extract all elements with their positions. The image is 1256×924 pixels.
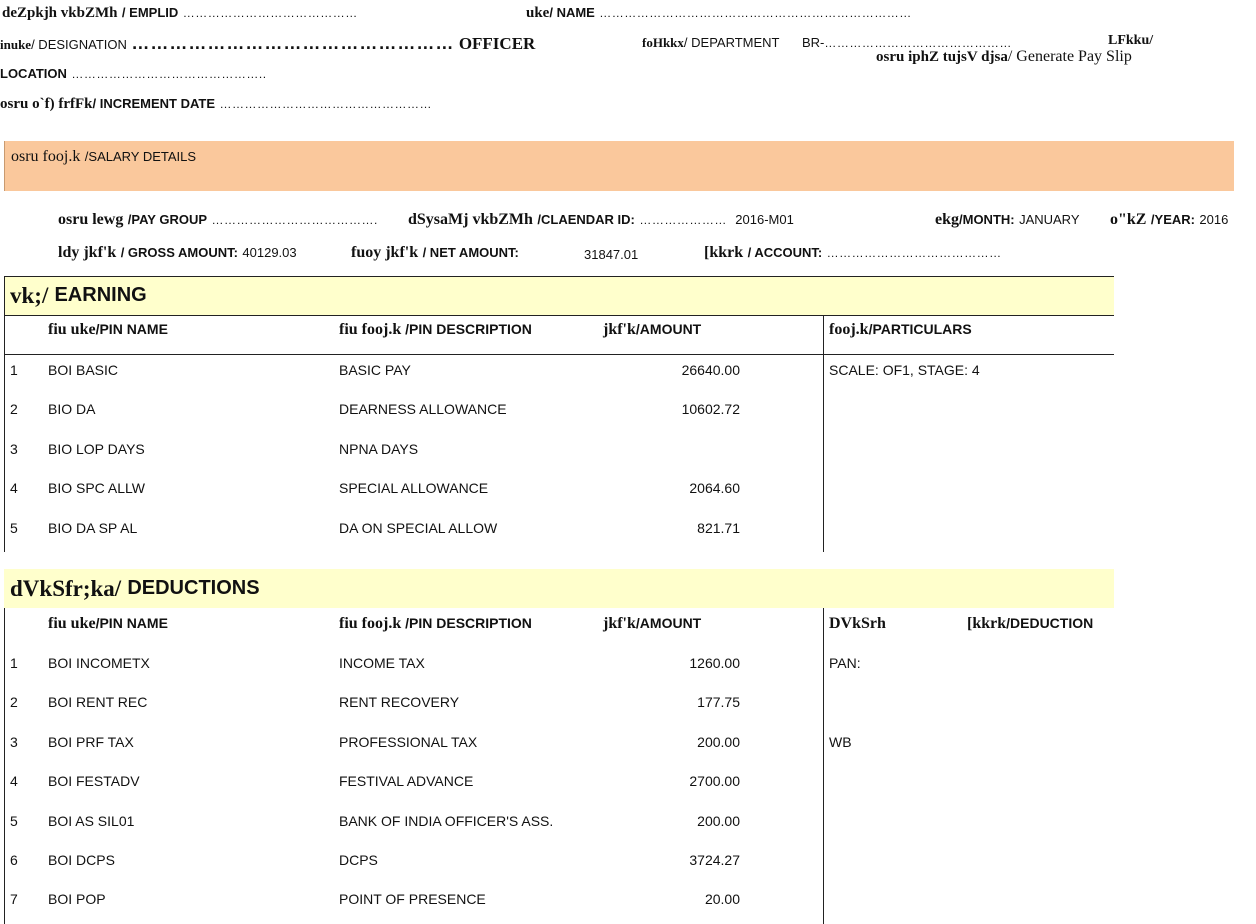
row-number: 3 xyxy=(10,441,18,457)
department-value[interactable]: BR- xyxy=(801,35,825,50)
pin-name: BOI BASIC xyxy=(48,362,119,378)
net-label-hi: fuoy jkf'k xyxy=(351,244,419,261)
calendar-value[interactable]: 2016-M01 xyxy=(735,212,794,227)
designation-value[interactable]: OFFICER xyxy=(458,34,536,53)
deductions-col-amount: jkf'k/AMOUNT xyxy=(603,615,702,632)
pay-group-label-en: /PAY GROUP xyxy=(127,212,208,227)
row-number: 1 xyxy=(10,655,18,671)
increment-label-hi: osru o`f) frfFk xyxy=(0,96,93,112)
pin-description: DCPS xyxy=(339,852,378,868)
pin-description: POINT OF PRESENCE xyxy=(339,891,486,907)
location-field xyxy=(0,65,267,83)
gross-label-hi: ldy jkf'k xyxy=(58,244,117,261)
name-label-hi: uke xyxy=(526,5,550,21)
net-amount-field xyxy=(351,244,519,262)
calendar-id-field xyxy=(408,211,794,229)
amount: 3724.27 xyxy=(689,852,740,868)
deductions-header xyxy=(4,569,1114,608)
pin-description: PROFESSIONAL TAX xyxy=(339,734,478,750)
account-label-hi: [kkrk xyxy=(704,244,744,261)
name-field xyxy=(526,4,912,22)
row-number: 4 xyxy=(10,480,18,496)
earning-title-hi: vk;/ xyxy=(10,282,49,308)
amount: 2700.00 xyxy=(689,773,740,789)
gross-amount-field xyxy=(58,244,297,262)
earning-title-en: EARNING xyxy=(54,284,147,306)
designation-field xyxy=(0,33,535,54)
pin-description: BANK OF INDIA OFFICER'S ASS. xyxy=(339,813,554,829)
gross-value: 40129.03 xyxy=(242,245,297,260)
amount: 821.71 xyxy=(697,520,740,536)
earning-col-pin-name: fiu uke/PIN NAME xyxy=(48,321,168,338)
pin-description: BASIC PAY xyxy=(339,362,411,378)
pin-name: BIO LOP DAYS xyxy=(48,441,145,457)
deductions-title-en: DEDUCTIONS xyxy=(127,577,260,599)
name-label-en: / NAME xyxy=(549,5,595,20)
pin-name: BOI RENT REC xyxy=(48,694,148,710)
deductions-section xyxy=(4,569,1114,907)
pin-description: INCOME TAX xyxy=(339,655,425,671)
pin-description: FESTIVAL ADVANCE xyxy=(339,773,474,789)
row-number: 7 xyxy=(10,891,18,907)
department-label-hi: foHkkx xyxy=(642,35,684,50)
account-value[interactable]: …………………………………… xyxy=(826,246,1002,260)
month-label-hi: ekg xyxy=(935,211,959,228)
account-label-en: / ACCOUNT: xyxy=(747,245,823,260)
name-value[interactable]: ………………………………………………………………… xyxy=(599,6,912,20)
salary-details-en: /SALARY DETAILS xyxy=(84,149,197,164)
account-field xyxy=(704,244,1002,262)
increment-date-field xyxy=(0,95,432,113)
department-label-en: / DEPARTMENT xyxy=(683,35,780,50)
month-label-en: /MONTH: xyxy=(959,212,1015,227)
pin-name: BOI DCPS xyxy=(48,852,115,868)
pin-name: BOI POP xyxy=(48,891,106,907)
deduction-note: PAN: xyxy=(829,655,861,671)
pay-group-label-hi: osru lewg xyxy=(58,211,124,228)
location-value[interactable]: ……………………………………….. xyxy=(71,67,267,81)
designation-label-hi: inuke xyxy=(0,37,32,52)
month-field xyxy=(935,211,1080,229)
deductions-note-divider xyxy=(823,608,824,924)
net-value: 31847.01 xyxy=(584,247,639,262)
pay-group-value[interactable]: …………………………………. xyxy=(211,213,378,227)
earning-section xyxy=(4,276,1114,536)
calendar-dots: ………………… xyxy=(639,213,727,227)
amount: 200.00 xyxy=(697,734,740,750)
deductions-left-border xyxy=(4,608,5,924)
row-number: 2 xyxy=(10,401,18,417)
pin-name: BIO DA SP AL xyxy=(48,520,138,536)
pin-description: DA ON SPECIAL ALLOW xyxy=(339,520,498,536)
year-value[interactable]: 2016 xyxy=(1199,212,1229,227)
particulars: SCALE: OF1, STAGE: 4 xyxy=(829,362,980,378)
year-field xyxy=(1110,211,1228,229)
amount: 200.00 xyxy=(697,813,740,829)
earning-col-particulars: fooj.k/PARTICULARS xyxy=(829,321,972,338)
pay-group-field xyxy=(58,211,378,229)
emplid-field xyxy=(2,4,358,22)
row-number: 5 xyxy=(10,520,18,536)
row-number: 5 xyxy=(10,813,18,829)
salary-details-hi: osru fooj.k xyxy=(11,148,81,165)
designation-label-en: / DESIGNATION xyxy=(31,37,127,52)
deductions-title-hi: dVkSfr;ka/ xyxy=(10,575,122,601)
amount: 177.75 xyxy=(697,694,740,710)
pin-description: SPECIAL ALLOWANCE xyxy=(339,480,489,496)
row-number: 3 xyxy=(10,734,18,750)
department-dots: ……………………………………… xyxy=(824,36,1012,50)
pin-name: BOI PRF TAX xyxy=(48,734,134,750)
net-label-en: / NET AMOUNT: xyxy=(422,245,519,260)
generate-label-en: / Generate Pay Slip xyxy=(1007,48,1132,65)
amount: 10602.72 xyxy=(681,401,740,417)
location-label-en: LOCATION xyxy=(0,66,67,81)
deductions-col-account: [kkrk/DEDUCTION xyxy=(967,615,1094,632)
deduction-note: WB xyxy=(829,734,852,750)
generate-pay-slip-link[interactable] xyxy=(876,48,1132,66)
designation-dots: …………………………………………… xyxy=(131,33,455,53)
emplid-label-hi: deZpkjh vkbZMh xyxy=(2,5,118,21)
earning-header xyxy=(4,276,1114,315)
generate-label-hi: osru iphZ tujsV djsa xyxy=(876,49,1008,65)
deductions-col-pin-desc: fiu fooj.k /PIN DESCRIPTION xyxy=(339,615,532,632)
pin-name: BIO SPC ALLW xyxy=(48,480,145,496)
location-label-hi: LFkku/ xyxy=(1108,33,1154,48)
increment-value[interactable]: …………………………………………… xyxy=(219,97,432,111)
month-value[interactable]: JANUARY xyxy=(1019,212,1080,227)
emplid-value[interactable]: …………………………………… xyxy=(182,6,358,20)
earning-col-amount: jkf'k/AMOUNT xyxy=(603,321,702,338)
deductions-col-pin-name: fiu uke/PIN NAME xyxy=(48,615,168,632)
pin-name: BOI INCOMETX xyxy=(48,655,150,671)
earning-top-border xyxy=(4,276,1114,277)
earning-particulars-divider xyxy=(823,315,824,552)
earning-left-border xyxy=(4,276,5,552)
amount: 26640.00 xyxy=(681,362,740,378)
amount: 2064.60 xyxy=(689,480,740,496)
row-number: 2 xyxy=(10,694,18,710)
earning-colhead-border xyxy=(4,354,1114,355)
gross-label-en: / GROSS AMOUNT: xyxy=(120,245,238,260)
year-label-en: /YEAR: xyxy=(1150,212,1195,227)
pin-description: DEARNESS ALLOWANCE xyxy=(339,401,507,417)
pin-description: RENT RECOVERY xyxy=(339,694,460,710)
pin-description: NPNA DAYS xyxy=(339,441,419,457)
pin-name: BOI AS SIL01 xyxy=(48,813,135,829)
amount: 20.00 xyxy=(704,891,740,907)
earning-header-border xyxy=(4,315,1114,316)
calendar-label-hi: dSysaMj vkbZMh xyxy=(408,211,533,228)
pin-name: BIO DA xyxy=(48,401,96,417)
row-number: 4 xyxy=(10,773,18,789)
increment-label-en: / INCREMENT DATE xyxy=(92,96,216,111)
emplid-label-en: / EMPLID xyxy=(121,5,179,20)
pin-name: BOI FESTADV xyxy=(48,773,140,789)
amount: 1260.00 xyxy=(689,655,740,671)
row-number: 1 xyxy=(10,362,18,378)
year-label-hi: o"kZ xyxy=(1110,211,1147,228)
deductions-col-note: DVkSrh xyxy=(829,615,886,632)
salary-details-bar xyxy=(4,141,1234,191)
row-number: 6 xyxy=(10,852,18,868)
calendar-label-en: /CLAENDAR ID: xyxy=(537,212,635,227)
earning-col-pin-desc: fiu fooj.k /PIN DESCRIPTION xyxy=(339,321,532,338)
